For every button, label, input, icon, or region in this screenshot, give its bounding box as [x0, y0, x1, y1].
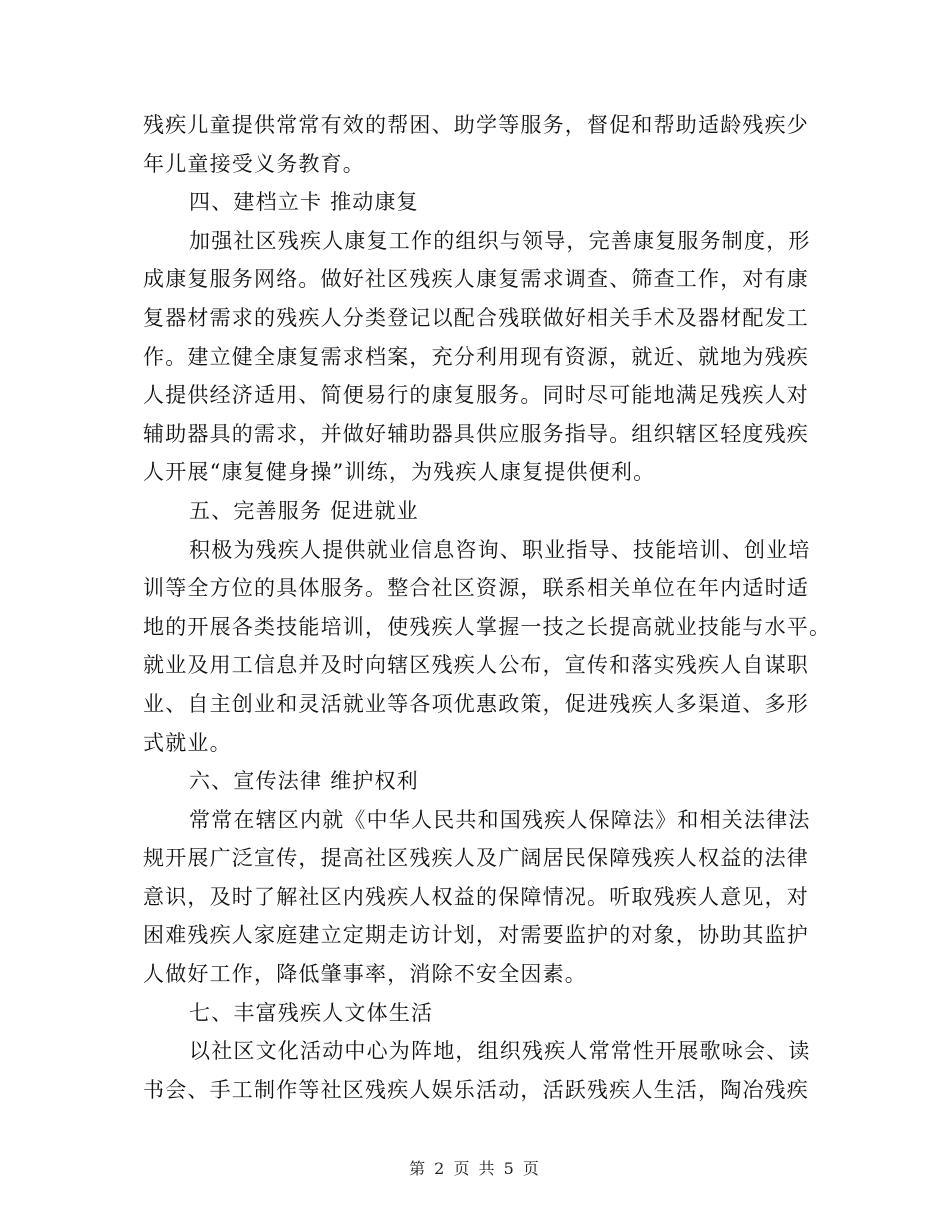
paragraph-line: 作。建立健全康复需求档案，充分利用现有资源，就近、就地为残疾	[143, 344, 809, 369]
paragraph-line: 残疾儿童提供常常有效的帮困、助学等服务，督促和帮助适龄残疾少	[143, 113, 809, 137]
paragraph-line: 积极为残疾人提供就业信息咨询、职业指导、技能培训、创业培	[189, 537, 811, 562]
paragraph-line: 年儿童接受义务教育。	[143, 151, 365, 176]
paragraph-line: 人做好工作，降低肇事率，消除不安全因素。	[143, 962, 587, 987]
paragraph-line: 常常在辖区内就《中华人民共和国残疾人保障法》和相关法律法	[189, 807, 811, 832]
paragraph-line: 书会、手工制作等社区残疾人娱乐活动，活跃残疾人生活，陶冶残疾	[143, 1077, 809, 1102]
paragraph-line: 业、自主创业和灵活就业等各项优惠政策，促进残疾人多渠道、多形	[143, 691, 809, 716]
paragraph-line: 训等全方位的具体服务。整合社区资源，联系相关单位在年内适时适	[143, 576, 809, 601]
paragraph-line: 意识，及时了解社区内残疾人权益的保障情况。听取残疾人意见，对	[143, 884, 809, 909]
section-heading: 七、丰富残疾人文体生活	[189, 1000, 434, 1025]
document-body	[143, 106, 832, 1109]
paragraph-line: 复器材需求的残疾人分类登记以配合残联做好相关手术及器材配发工	[143, 305, 809, 330]
paragraph-line: 辅助器具的需求，并做好辅助器具供应服务指导。组织辖区轻度残疾	[143, 421, 809, 446]
paragraph-line: 成康复服务网络。做好社区残疾人康复需求调查、筛查工作，对有康	[143, 267, 809, 292]
paragraph-line: 规开展广泛宣传，提高社区残疾人及广阔居民保障残疾人权益的法律	[143, 846, 809, 871]
section-heading: 六、宣传法律 维护权利	[189, 769, 419, 794]
paragraph-line: 就业及用工信息并及时向辖区残疾人公布，宣传和落实残疾人自谋职	[143, 653, 809, 678]
paragraph-line: 地的开展各类技能培训，使残疾人掌握一技之长提高就业技能与水平。	[143, 614, 832, 639]
page-footer: 第 2 页 共 5 页	[409, 1159, 541, 1178]
paragraph-line: 困难残疾人家庭建立定期走访计划，对需要监护的对象，协助其监护	[143, 923, 809, 948]
paragraph-line: 加强社区残疾人康复工作的组织与领导，完善康复服务制度，形	[189, 228, 811, 253]
paragraph-line: 人开展“康复健身操”训练，为残疾人康复提供便利。	[143, 460, 656, 485]
paragraph-line: 以社区文化活动中心为阵地，组织残疾人常常性开展歌咏会、读	[189, 1039, 811, 1064]
section-heading: 五、完善服务 促进就业	[189, 498, 419, 523]
paragraph-line: 式就业。	[143, 730, 232, 755]
section-heading: 四、建档立卡 推动康复	[189, 190, 419, 215]
paragraph-line: 人提供经济适用、简便易行的康复服务。同时尽可能地满足残疾人对	[143, 383, 809, 408]
